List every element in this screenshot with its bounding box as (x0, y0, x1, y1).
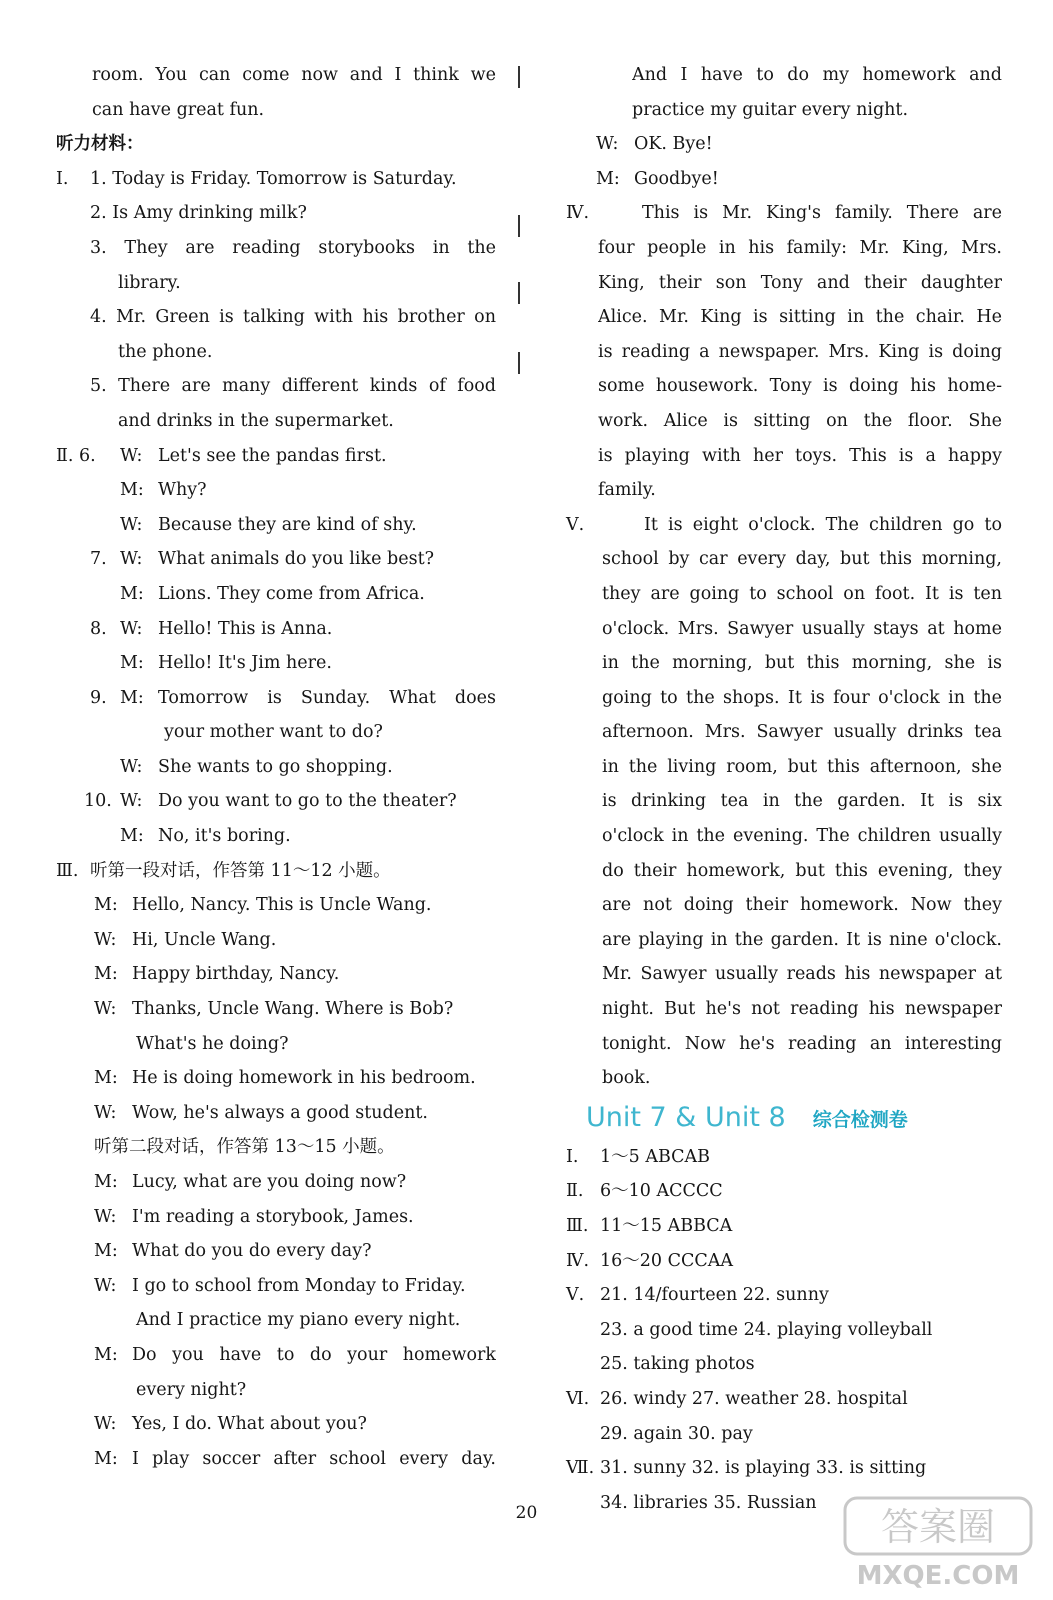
script-line (56, 1234, 496, 1269)
script-line (566, 992, 1002, 1027)
line-text: going to the shops. It is four o'clock in the (602, 687, 1002, 708)
line-text: This is Mr. King's family. There are (642, 203, 1002, 224)
line-text: 1. Today is Friday. Tomorrow is Saturday. (90, 168, 457, 189)
script-line (56, 196, 496, 231)
script-line (56, 473, 496, 508)
script-line (566, 612, 1002, 647)
script-line (56, 127, 496, 162)
line-text: family. (598, 480, 656, 501)
script-line (566, 923, 1002, 958)
speaker-label: W: (120, 445, 143, 466)
line-text: 听第一段对话，作答第 11～12 小题。 (90, 860, 391, 881)
unit-title: Unit 7 & Unit 8 (586, 1101, 786, 1133)
line-text: He is doing homework in his bedroom. (132, 1068, 476, 1089)
item-number: Ⅴ. (566, 514, 585, 535)
item-number: 10. (84, 791, 112, 812)
speaker-label: M: (94, 1172, 118, 1192)
line-text: Goodbye! (634, 168, 719, 189)
answer-line (566, 1417, 1002, 1452)
line-text: Let's see the pandas first. (158, 445, 387, 466)
line-text: 听第二段对话，作答第 13～15 小题。 (94, 1137, 395, 1158)
script-line (56, 335, 496, 370)
answer-line (566, 1382, 1002, 1417)
speaker-label: W: (94, 929, 117, 950)
line-text: 23. a good time 24. playing volleyball (600, 1319, 933, 1340)
speaker-label: M: (596, 168, 620, 189)
script-line (56, 300, 496, 335)
script-line (56, 1407, 496, 1442)
column-divider-mark (518, 215, 520, 237)
line-text: 6～10 ACCCC (600, 1181, 723, 1202)
speaker-label: W: (120, 514, 143, 535)
script-line (56, 404, 496, 439)
watermark-text: 答案圈 (880, 1505, 996, 1549)
line-text: Alice. Mr. King is sitting in the chair. He (598, 307, 1002, 328)
script-line (566, 784, 1002, 819)
item-number: Ⅱ. 6. (56, 445, 96, 466)
script-line (56, 58, 496, 93)
line-text: What do you do every day? (132, 1241, 372, 1262)
script-line (56, 1061, 496, 1096)
script-line (56, 266, 496, 301)
item-number: Ⅲ. (56, 860, 79, 881)
line-text: And I have to do my homework and (632, 65, 1002, 85)
script-line (566, 715, 1002, 750)
speaker-label: M: (120, 687, 144, 708)
speaker-label: M: (94, 1241, 118, 1262)
line-text: night. But he's not reading his newspaper (602, 999, 1002, 1020)
line-text: o'clock. Mrs. Sawyer usually stays at home (602, 618, 1002, 639)
answer-line (566, 1244, 1002, 1279)
item-number: Ⅳ. (566, 1250, 590, 1271)
script-line (566, 266, 1002, 301)
line-text: No, it's boring. (158, 826, 291, 847)
speaker-label: M: (94, 1448, 118, 1469)
script-line (56, 1303, 496, 1338)
line-text: o'clock in the evening. The children usually (602, 826, 1002, 847)
script-line (56, 992, 496, 1027)
line-text: book. (602, 1068, 651, 1089)
script-line (566, 646, 1002, 681)
line-text: Hello! This is Anna. (158, 618, 333, 639)
line-text: and drinks in the supermarket. (118, 410, 394, 431)
line-text: Do you have to do your homework (132, 1344, 496, 1365)
line-text: Yes, I do. What about you? (132, 1414, 367, 1435)
speaker-label: M: (120, 583, 144, 604)
line-text: Happy birthday, Nancy. (132, 964, 340, 985)
line-text: are not doing their homework. Now they (602, 895, 1002, 916)
line-text: 11～15 ABBCA (600, 1216, 733, 1236)
line-text: Hello, Nancy. This is Uncle Wang. (132, 895, 432, 916)
speaker-label: W: (120, 791, 143, 812)
line-text: school by car every day, but this morning, (602, 549, 1002, 570)
answer-line (566, 1347, 1002, 1382)
script-line (56, 1096, 496, 1131)
script-line (56, 784, 496, 819)
line-text: 听力材料： (56, 134, 144, 155)
script-line (566, 854, 1002, 889)
speaker-label: W: (94, 999, 117, 1020)
line-text: Do you want to go to the theater? (158, 791, 457, 812)
speaker-label: M: (94, 964, 118, 985)
script-line (56, 819, 496, 854)
line-text: 34. libraries 35. Russian (600, 1492, 817, 1513)
line-text: is playing with her toys. This is a happy (598, 445, 1002, 466)
left-column (56, 58, 496, 1476)
line-text: 21. 14/fourteen 22. sunny (600, 1285, 829, 1306)
item-number: Ⅳ. (566, 203, 590, 224)
line-text: 29. again 30. pay (600, 1423, 753, 1444)
line-text: 5. There are many different kinds of food (90, 376, 496, 397)
speaker-label: W: (94, 1275, 117, 1296)
line-text: Thanks, Uncle Wang. Where is Bob? (132, 999, 454, 1020)
speaker-label: M: (94, 1344, 118, 1365)
script-line (566, 1061, 1002, 1096)
answer-line (566, 1140, 1002, 1175)
line-text: can have great fun. (92, 99, 265, 120)
line-text: they are going to school on foot. It is ten (602, 583, 1002, 604)
item-number: Ⅰ. (566, 1146, 579, 1167)
line-text: 4. Mr. Green is talking with his brother on (90, 307, 496, 328)
line-text: room. You can come now and I think we (92, 65, 496, 85)
line-text: is reading a newspaper. Mrs. King is doing (598, 341, 1002, 362)
script-line (56, 612, 496, 647)
script-line (56, 923, 496, 958)
line-text: work. Alice is sitting on the floor. She (598, 410, 1002, 431)
column-divider-mark (518, 66, 520, 88)
speaker-label: M: (120, 480, 144, 501)
line-text: 16～20 CCCAA (600, 1250, 734, 1271)
line-text: She wants to go shopping. (158, 756, 393, 777)
unit-heading (566, 1096, 1002, 1140)
script-line (56, 542, 496, 577)
line-text: afternoon. Mrs. Sawyer usually drinks tea (602, 722, 1002, 743)
page-number: 20 (515, 1503, 538, 1523)
script-line (566, 196, 1002, 231)
speaker-label: W: (120, 618, 143, 639)
line-text: What's he doing? (136, 1033, 289, 1054)
script-line (56, 750, 496, 785)
script-line (56, 369, 496, 404)
line-text: your mother want to do? (164, 722, 383, 743)
watermark-url: MXQE.COM (856, 1561, 1020, 1590)
line-text: 26. windy 27. weather 28. hospital (600, 1388, 908, 1409)
answer-key (566, 1140, 1002, 1521)
line-text: I play soccer after school every day. (132, 1448, 496, 1469)
speaker-label: W: (94, 1102, 117, 1123)
script-line (566, 404, 1002, 439)
line-text: four people in his family: Mr. King, Mrs. (598, 237, 1002, 258)
script-line (56, 508, 496, 543)
line-text: What animals do you like best? (158, 549, 434, 570)
line-text: Lions. They come from Africa. (158, 583, 425, 604)
script-line (56, 439, 496, 474)
line-text: in the morning, but this morning, she is (602, 653, 1002, 674)
script-line (56, 888, 496, 923)
line-text: I'm reading a storybook, James. (132, 1206, 414, 1227)
line-text: the phone. (118, 341, 213, 362)
line-text: practice my guitar every night. (632, 99, 909, 120)
unit-subtitle: 综合检测卷 (812, 1108, 908, 1131)
item-number: Ⅶ. (566, 1458, 595, 1479)
line-text: 1～5 ABCAB (600, 1146, 711, 1167)
line-text: in the living room, but this afternoon, she (602, 756, 1002, 777)
speaker-label: M: (94, 895, 118, 916)
item-number: Ⅰ. (56, 168, 69, 189)
item-number: Ⅲ. (566, 1216, 589, 1236)
line-text: Mr. Sawyer usually reads his newspaper at (602, 964, 1002, 985)
line-text: Lucy, what are you doing now? (132, 1172, 407, 1192)
script-line (566, 750, 1002, 785)
line-text: 2. Is Amy drinking milk? (90, 203, 307, 224)
script-line (566, 162, 1002, 197)
script-line (566, 957, 1002, 992)
answer-line (566, 1313, 1002, 1348)
item-number: 7. (90, 549, 107, 570)
line-text: Hi, Uncle Wang. (132, 929, 277, 950)
item-number: Ⅱ. (566, 1181, 584, 1202)
script-line (566, 473, 1002, 508)
speaker-label: W: (94, 1206, 117, 1227)
script-line (56, 646, 496, 681)
script-line (566, 369, 1002, 404)
line-text: Because they are kind of shy. (158, 514, 417, 535)
speaker-label: M: (120, 653, 144, 674)
speaker-label: W: (120, 549, 143, 570)
script-line (566, 300, 1002, 335)
script-line (566, 58, 1002, 93)
script-line (566, 1027, 1002, 1062)
line-text: Hello! It's Jim here. (158, 653, 332, 674)
script-line (56, 231, 496, 266)
line-text: library. (118, 272, 181, 293)
item-number: Ⅵ. (566, 1388, 590, 1409)
line-text: is drinking tea in the garden. It is six (602, 791, 1002, 812)
line-text: King, their son Tony and their daughter (598, 272, 1002, 293)
line-text: Why? (158, 480, 207, 501)
right-column (566, 58, 1002, 1520)
speaker-label: M: (120, 826, 144, 847)
line-text: Wow, he's always a good student. (132, 1102, 428, 1123)
line-text: 25. taking photos (600, 1354, 755, 1375)
script-line (566, 888, 1002, 923)
item-number: 8. (90, 618, 107, 639)
script-line (566, 577, 1002, 612)
line-text: 31. sunny 32. is playing 33. is sitting (600, 1458, 927, 1479)
script-line (56, 715, 496, 750)
script-line (566, 93, 1002, 128)
script-line (56, 1373, 496, 1408)
listening-script-continued (566, 58, 1002, 1096)
answer-line (566, 1278, 1002, 1313)
script-line (56, 1027, 496, 1062)
speaker-label: M: (94, 1068, 118, 1089)
script-line (566, 439, 1002, 474)
column-divider-mark (518, 282, 520, 304)
answer-line (566, 1451, 1002, 1486)
item-number: 9. (90, 687, 107, 708)
line-text: And I practice my piano every night. (136, 1310, 461, 1331)
script-line (56, 93, 496, 128)
answer-line (566, 1209, 1002, 1244)
script-line (56, 957, 496, 992)
script-line (566, 335, 1002, 370)
script-line (56, 162, 496, 197)
speaker-label: W: (94, 1414, 117, 1435)
script-line (56, 577, 496, 612)
script-line (566, 542, 1002, 577)
column-divider-mark (518, 352, 520, 374)
line-text: 3. They are reading storybooks in the (90, 237, 496, 258)
line-text: It is eight o'clock. The children go to (644, 514, 1002, 535)
script-line (56, 681, 496, 716)
script-line (566, 819, 1002, 854)
script-line (56, 1165, 496, 1200)
script-line (566, 231, 1002, 266)
item-number: Ⅴ. (566, 1285, 585, 1306)
script-line (56, 1130, 496, 1165)
speaker-label: W: (120, 756, 143, 777)
watermark-logo (843, 1490, 1033, 1590)
line-text: I go to school from Monday to Friday. (132, 1275, 466, 1296)
line-text: Tomorrow is Sunday. What does (158, 687, 496, 708)
line-text: do their homework, but this evening, they (602, 860, 1002, 881)
script-line (56, 1442, 496, 1477)
line-text: every night? (136, 1379, 247, 1400)
answer-line (566, 1174, 1002, 1209)
line-text: some housework. Tony is doing his home- (598, 376, 1002, 397)
script-line (56, 1338, 496, 1373)
script-line (56, 1200, 496, 1235)
script-line (56, 1269, 496, 1304)
script-line (56, 854, 496, 889)
line-text: are playing in the garden. It is nine o'clock. (602, 929, 1002, 950)
speaker-label: W: (596, 134, 619, 155)
line-text: OK. Bye! (634, 134, 713, 155)
script-line (566, 127, 1002, 162)
script-line (566, 508, 1002, 543)
line-text: tonight. Now he's reading an interesting (602, 1033, 1002, 1054)
script-line (566, 681, 1002, 716)
